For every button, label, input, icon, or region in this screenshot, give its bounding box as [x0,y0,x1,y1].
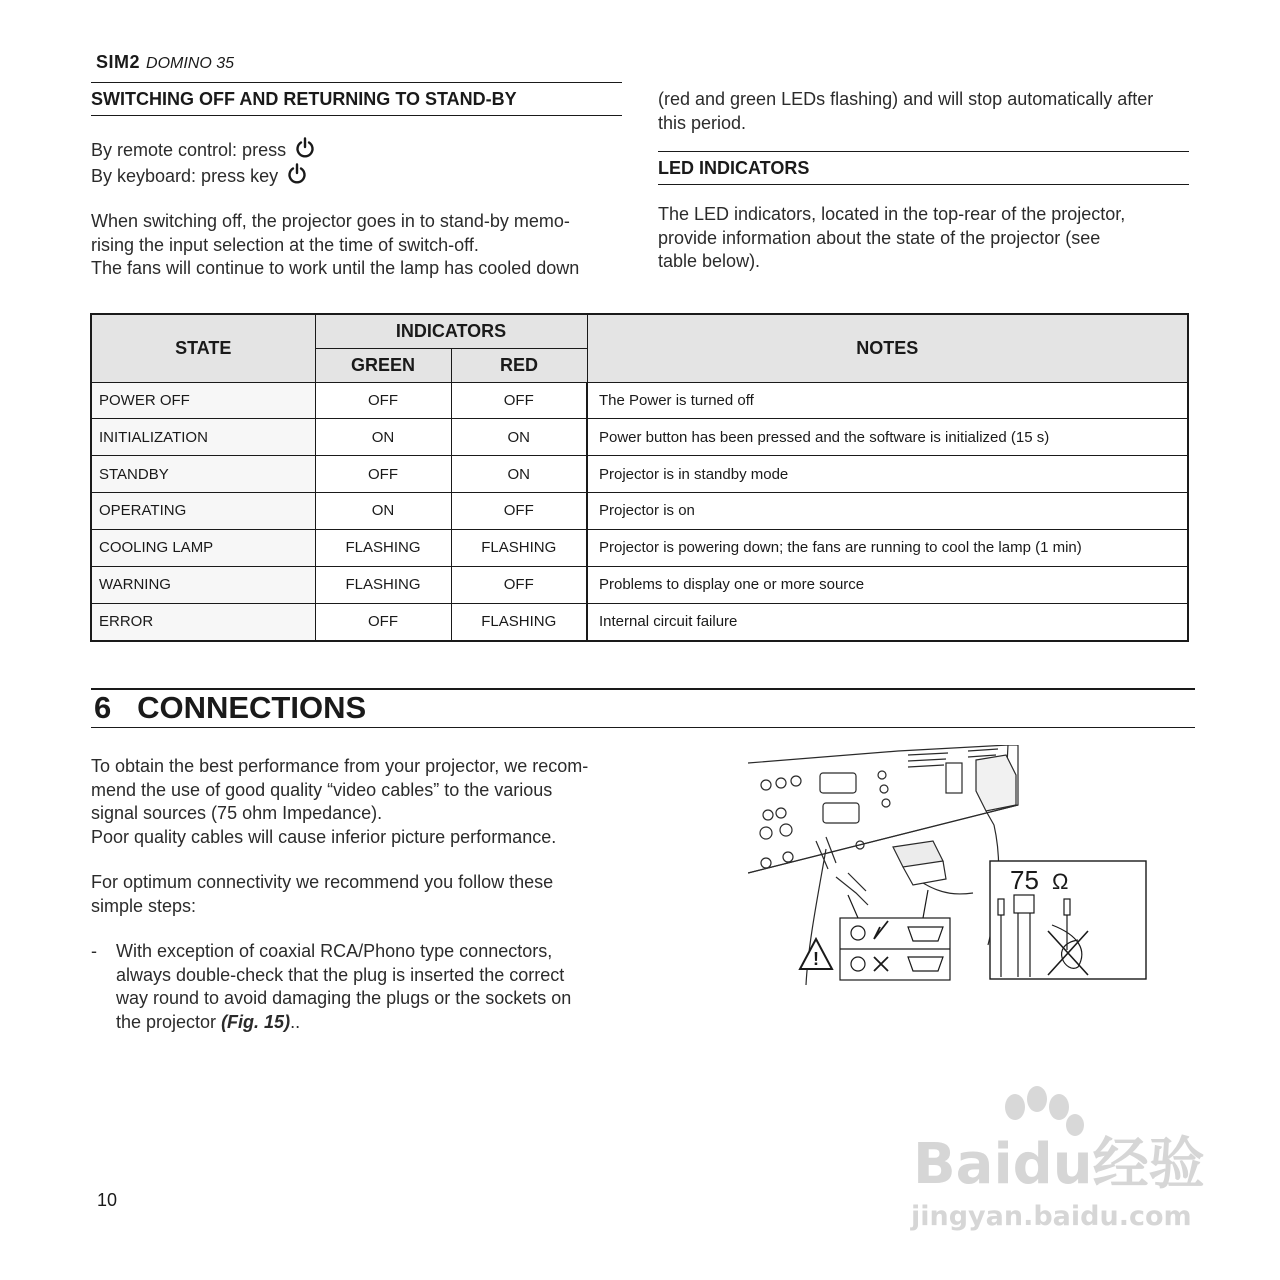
table-row [91,529,1188,566]
switching-heading: SWITCHING OFF AND RETURNING TO STAND-BY [91,89,517,109]
state-cell: INITIALIZATION [91,419,315,456]
note-cell: Power button has been pressed and the software is initialized (15 s) [587,419,1188,456]
red-cell: ON [451,456,587,493]
switching-continuation [658,88,1189,135]
text-line: way round to avoid damaging the plugs or the sockets on [116,988,572,1008]
bullet-dash: - [91,941,97,961]
green-cell: OFF [315,456,451,493]
text-line: table below). [658,251,761,271]
note-cell: Projector is powering down; the fans are running to cool the lamp (1 min) [587,529,1188,566]
green-cell: FLASHING [315,529,451,566]
steps-intro [91,871,625,918]
text-line: When switching off, the projector goes in to stand-by memo- [91,211,570,231]
state-cell: COOLING LAMP [91,529,315,566]
note-cell: Internal circuit failure [587,603,1188,641]
table-row [91,382,1188,419]
table-row [91,493,1188,530]
text-line: simple steps: [91,895,197,916]
note-cell: Projector is on [587,493,1188,530]
green-cell: ON [315,419,451,456]
baidu-watermark [905,1085,1205,1235]
note-cell: The Power is turned off [587,382,1188,419]
text-line: mend the use of good quality “video cables” to the various [91,779,553,800]
red-cell: OFF [451,566,587,603]
page-number: 10 [97,1190,118,1210]
bullet-item [116,940,625,1034]
indicators-column-header: INDICATORS [315,314,587,348]
text-line: signal sources (75 ohm Impedance). [91,803,383,823]
section-rule [91,82,622,83]
section-rule [658,184,1189,185]
text-line: Poor quality cables will cause inferior picture performance. [91,826,557,847]
power-icon [287,163,307,185]
red-cell: FLASHING [451,603,587,641]
chapter-rule [91,727,1195,728]
green-cell: FLASHING [315,566,451,603]
table-row [91,419,1188,456]
document-brand [96,52,234,73]
impedance-box [990,861,1146,979]
led-indicator-table [90,313,1189,642]
switching-paragraph [91,210,622,281]
text-line: To obtain the best performance from your projector, we recom- [91,756,589,776]
table-row [91,566,1188,603]
svg-text:jingyan.baidu.com: jingyan.baidu.com [911,1201,1192,1232]
table-row [91,456,1188,493]
text-line: The fans will continue to work until the lamp has cooled down [91,258,580,278]
svg-text:75: 75 [1010,865,1039,895]
red-cell: OFF [451,493,587,530]
connections-heading: 6 CONNECTIONS [94,690,367,725]
section-rule [91,115,622,116]
connector-orientation-box [840,890,950,980]
note-cell: Projector is in standby mode [587,456,1188,493]
table-row [91,603,1188,641]
text-line: the projector (Fig. 15).. [116,1011,301,1032]
state-cell: OPERATING [91,493,315,530]
brand-name: SIM2 [96,52,141,72]
led-paragraph [658,203,1189,274]
text-line: With exception of coaxial RCA/Phono type connectors, [116,941,553,961]
remote-instruction: By remote control: press [91,137,315,163]
led-heading: LED INDICATORS [658,158,810,178]
svg-text:Baidu经验: Baidu经验 [913,1132,1205,1197]
notes-column-header: NOTES [587,314,1188,382]
green-cell: ON [315,493,451,530]
text-line: this period. [658,112,747,133]
green-cell: OFF [315,603,451,641]
keyboard-instruction: By keyboard: press key [91,163,307,189]
power-icon [295,137,315,159]
connections-paragraph [91,755,625,849]
svg-text:!: ! [813,949,819,969]
state-column-header: STATE [91,314,315,382]
text-line: (red and green LEDs flashing) and will stop automatically after [658,89,1154,109]
text-line: always double-check that the plug is inserted the correct [116,964,565,985]
red-cell: OFF [451,382,587,419]
green-cell: OFF [315,382,451,419]
warning-icon [800,939,832,969]
state-cell: POWER OFF [91,382,315,419]
red-column-header: RED [451,348,587,382]
green-column-header: GREEN [315,348,451,382]
text-line: For optimum connectivity we recommend you follow these [91,872,554,892]
red-cell: ON [451,419,587,456]
state-cell: WARNING [91,566,315,603]
section-rule [658,151,1189,152]
text-line: The LED indicators, located in the top-rear of the projector, [658,204,1126,224]
red-cell: FLASHING [451,529,587,566]
state-cell: ERROR [91,603,315,641]
text-line: rising the input selection at the time of switch-off. [91,234,479,255]
state-cell: STANDBY [91,456,315,493]
note-cell: Problems to display one or more source [587,566,1188,603]
connection-figure [748,745,1176,985]
model-name: DOMINO 35 [146,55,235,72]
figure-reference: (Fig. 15) [221,1011,291,1032]
svg-text:Ω: Ω [1052,869,1069,894]
text-line: provide information about the state of the projector (see [658,227,1101,248]
